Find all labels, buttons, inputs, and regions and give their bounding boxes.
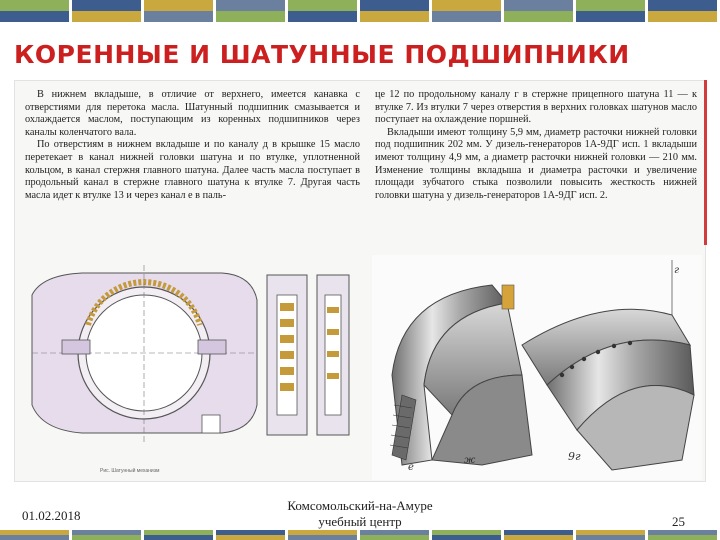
decor-segment-top bbox=[360, 0, 429, 11]
label-e: е bbox=[408, 462, 414, 473]
decor-segment bbox=[360, 0, 432, 22]
decor-segment bbox=[288, 0, 360, 22]
decor-segment-bottom bbox=[648, 535, 717, 540]
paragraph: це 12 по продольному каналу г в стержне прицепного шатуна 11 — к втулке 7. Из втулки 7 через отверстия в верхних головках шатунов масло поступает на охлаждение поршней. bbox=[375, 89, 697, 126]
label-zh: ж bbox=[464, 455, 476, 466]
decor-segment bbox=[504, 530, 576, 540]
decor-segment-bottom bbox=[216, 11, 285, 22]
decor-segment-top bbox=[432, 0, 501, 11]
label-g: г bbox=[674, 265, 680, 276]
decor-segment bbox=[648, 530, 720, 540]
figure-caption: Рис. Шатунный механизм bbox=[100, 468, 160, 474]
bottom-decor-bar bbox=[0, 530, 720, 540]
decor-segment bbox=[216, 0, 288, 22]
decor-segment bbox=[144, 0, 216, 22]
decor-segment bbox=[360, 530, 432, 540]
decor-segment-bottom bbox=[216, 535, 285, 540]
paragraph: В нижнем вкладыше, в отличие от верхнего, имеется канавка с отверстиями для перетока масла. Шатунный подшипник смазывается и охлаждается маслом, поступающим из коренных подшипников через каналы коленчатого вала. bbox=[25, 89, 360, 138]
decor-segment-bottom bbox=[288, 535, 357, 540]
decor-segment bbox=[0, 0, 72, 22]
paragraph: По отверстиям в нижнем вкладыше и по каналу д в крышке 15 масло перетекает в канал нижней головки шатуна и по втулке, уплотненной кольцом, в канал стержня главного шатуна. Далее часть масла поступает в продольный канал в стержне главного шатуна к втулке 7. Другая часть масла идет к втулке 13 и через канал е в паль- bbox=[25, 139, 360, 201]
connecting-rod-drawing bbox=[22, 255, 362, 475]
bearing-shells-illustration bbox=[372, 255, 702, 480]
organization-line: учебный центр bbox=[318, 514, 402, 529]
decor-segment-bottom bbox=[72, 11, 141, 22]
decor-segment-bottom bbox=[576, 11, 645, 22]
decor-segment-bottom bbox=[360, 11, 429, 22]
decor-segment bbox=[648, 0, 720, 22]
organization-line: Комсомольский-на-Амуре bbox=[287, 498, 433, 513]
text-column-right bbox=[375, 89, 697, 202]
label-9g: 9г bbox=[568, 450, 581, 463]
decor-segment bbox=[0, 530, 72, 540]
paragraph: Вкладыши имеют толщину 5,9 мм, диаметр расточки нижней головки под подшипник 202 мм. У дизель-генераторов 1А-9ДГ исп. 1 вкладыши имеют толщину 4,9 мм, а диаметр расточки нижней головки — 210 мм. Изменение толщины вкладыша и диаметра расточки и увеличение площади зубчатого стыка позволили повысить жесткость нижней головки шатуна у дизель-генераторов 1А-9ДГ исп. 2. bbox=[375, 126, 697, 201]
decor-segment-top bbox=[648, 0, 717, 11]
decor-segment bbox=[288, 530, 360, 540]
decor-segment-bottom bbox=[504, 11, 573, 22]
decor-segment-bottom bbox=[648, 11, 717, 22]
top-decor-bar bbox=[0, 0, 720, 22]
decor-segment-bottom bbox=[144, 535, 213, 540]
page-edge-marker bbox=[704, 80, 707, 245]
decor-segment-bottom bbox=[0, 535, 69, 540]
decor-segment bbox=[144, 530, 216, 540]
decor-segment bbox=[72, 0, 144, 22]
decor-segment-bottom bbox=[72, 535, 141, 540]
text-column-left bbox=[25, 89, 360, 202]
footer-organization bbox=[270, 498, 450, 530]
decor-segment bbox=[576, 0, 648, 22]
decor-segment-bottom bbox=[576, 535, 645, 540]
decor-segment-bottom bbox=[288, 11, 357, 22]
decor-segment-top bbox=[216, 0, 285, 11]
decor-segment-top bbox=[0, 0, 69, 11]
decor-segment-bottom bbox=[144, 11, 213, 22]
decor-segment bbox=[216, 530, 288, 540]
decor-segment bbox=[576, 530, 648, 540]
decor-segment-top bbox=[288, 0, 357, 11]
decor-segment-top bbox=[144, 0, 213, 11]
decor-segment-top bbox=[576, 0, 645, 11]
footer-date: 01.02.2018 bbox=[22, 508, 81, 523]
decor-segment-top bbox=[504, 0, 573, 11]
decor-segment bbox=[504, 0, 576, 22]
page-number: 25 bbox=[672, 514, 685, 529]
decor-segment-bottom bbox=[432, 11, 501, 22]
decor-segment bbox=[72, 530, 144, 540]
decor-segment-bottom bbox=[360, 535, 429, 540]
decor-segment-bottom bbox=[504, 535, 573, 540]
decor-segment-top bbox=[72, 0, 141, 11]
decor-segment-bottom bbox=[432, 535, 501, 540]
slide-title: КОРЕННЫЕ И ШАТУННЫЕ ПОДШИПНИКИ bbox=[14, 40, 630, 69]
decor-segment bbox=[432, 0, 504, 22]
decor-segment-bottom bbox=[0, 11, 69, 22]
decor-segment bbox=[432, 530, 504, 540]
